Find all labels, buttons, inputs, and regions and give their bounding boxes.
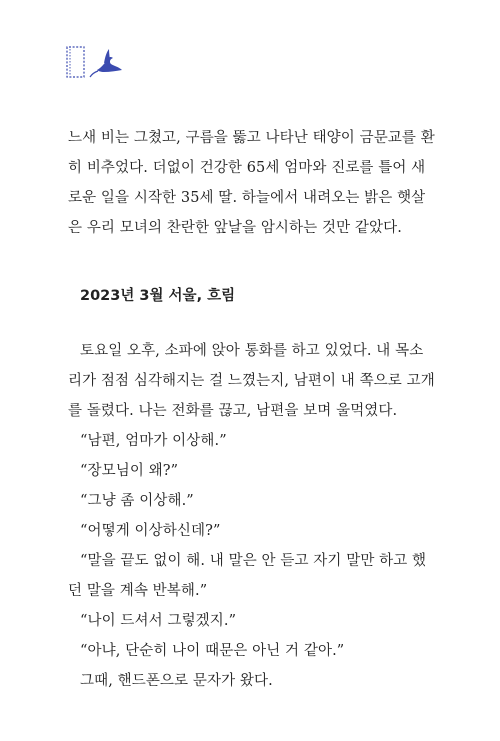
text-line: 그때, 핸드폰으로 문자가 왔다. xyxy=(80,673,273,689)
text-line: 토요일 오후, 소파에 앉아 통화를 하고 있었다. 내 목소 xyxy=(80,343,424,359)
bird-book-logo-icon xyxy=(64,44,126,80)
text-line: 히 비추었다. 더없이 건강한 65세 엄마와 진로를 틀어 새 xyxy=(68,160,426,176)
dialogue-line: “장모님이 왜?” xyxy=(80,463,179,479)
dialogue-line: “남편, 엄마가 이상해.” xyxy=(80,433,227,449)
section-heading: 2023년 3월 서울, 흐림 xyxy=(80,288,236,304)
intro-paragraph xyxy=(68,123,435,243)
dialogue-line: 던 말을 계속 반복해.” xyxy=(68,583,208,599)
dialogue-line: “나이 드셔서 그렇겠지.” xyxy=(80,613,237,629)
text-line: 느새 비는 그쳤고, 구름을 뚫고 나타난 태양이 금문교를 환 xyxy=(68,130,435,146)
text-line: 은 우리 모녀의 찬란한 앞날을 암시하는 것만 같았다. xyxy=(68,220,402,236)
dialogue-line: “아냐, 단순히 나이 때문은 아닌 거 같아.” xyxy=(80,643,345,659)
text-line: 를 돌렸다. 나는 전화를 끊고, 남편을 보며 울먹였다. xyxy=(68,403,398,419)
text-line: 로운 일을 시작한 35세 딸. 하늘에서 내려오는 밝은 햇살 xyxy=(68,190,426,206)
text-line: 리가 점점 심각해지는 걸 느꼈는지, 남편이 내 쪽으로 고개 xyxy=(68,373,435,389)
dialogue-line: “어떻게 이상하신데?” xyxy=(80,523,221,539)
dialogue-line: “말을 끝도 없이 해. 내 말은 안 듣고 자기 말만 하고 했 xyxy=(80,553,427,569)
story-paragraph xyxy=(68,336,435,696)
dialogue-line: “그냥 좀 이상해.” xyxy=(80,493,194,509)
